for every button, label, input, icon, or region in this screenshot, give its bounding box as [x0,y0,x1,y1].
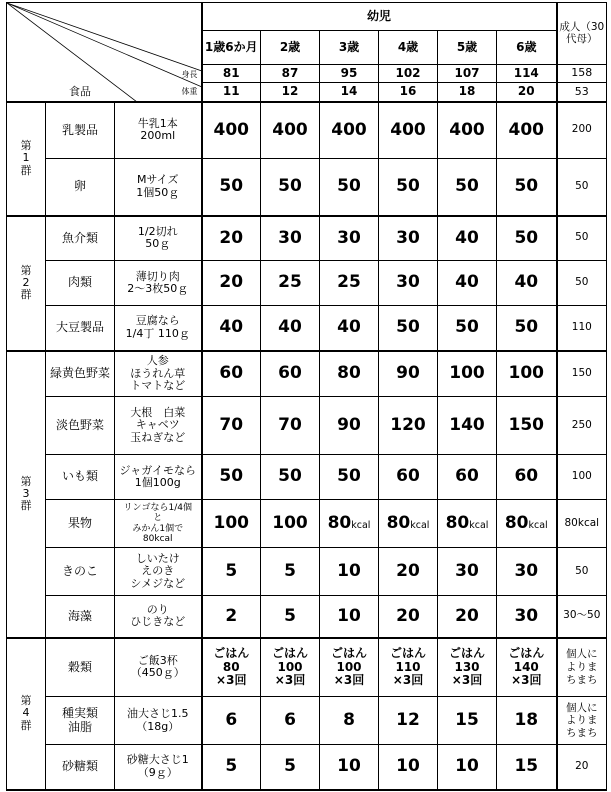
food-row [7,351,607,397]
age-cell: 1歳6か月 [202,31,261,65]
header-corner [7,3,202,102]
food-description: 薄切り肉 2〜3枚50ｇ [115,261,202,306]
amount-cell: 70 [261,397,320,455]
food-row [7,159,607,216]
kcal-unit: kcal [469,519,489,531]
amount-cell: 15 [497,745,557,790]
food-description: リンゴなら1/4個 と みかん1個で 80kcal [115,500,202,548]
amount-cell: 18 [497,697,557,745]
amount-cell: 60 [202,351,261,397]
food-description: 大根 白菜 キャベツ 玉ねぎなど [115,397,202,455]
amount-cell: 50 [202,455,261,500]
food-description: ジャガイモなら 1個100g [115,455,202,500]
amount-cell: 140 [438,397,497,455]
amount-cell: 50 [320,159,379,216]
food-name: いも類 [46,455,115,500]
amount-cell: 10 [320,548,379,596]
food-row [7,455,607,500]
amount-cell: 50 [379,159,438,216]
amount-cell: 20 [438,596,497,638]
adult-amount: 100 [557,455,607,500]
amount-cell: 400 [202,102,261,159]
kcal-unit: kcal [351,519,371,531]
food-label: 食品 [69,85,91,98]
amount-cell: 80kcal [438,500,497,548]
amount-cell: ごはん 130 ×3回 [438,638,497,697]
food-name: 海藻 [46,596,115,638]
food-description: 牛乳1本 200ml [115,102,202,159]
amount-cell: 40 [438,216,497,261]
adult-amount: 50 [557,548,607,596]
amount-cell: 40 [320,306,379,351]
height-cell: 107 [438,65,497,83]
amount-cell: 100 [438,351,497,397]
amount-cell: 60 [497,455,557,500]
food-name: 肉類 [46,261,115,306]
food-row [7,102,607,159]
height-label: 身長 [181,70,198,79]
adult-amount: 250 [557,397,607,455]
food-row [7,216,607,261]
height-cell: 158 [557,65,607,83]
amount-cell: 25 [261,261,320,306]
food-name: 卵 [46,159,115,216]
adult-amount: 150 [557,351,607,397]
height-cell: 114 [497,65,557,83]
amount-cell: 8 [320,697,379,745]
adult-amount: 50 [557,159,607,216]
food-description: ご飯3杯 （450ｇ） [115,638,202,697]
adult-amount: 50 [557,261,607,306]
amount-cell: 400 [379,102,438,159]
amount-cell: 50 [438,306,497,351]
amount-cell: 80 [320,351,379,397]
food-description: 油大さじ1.5 （18g） [115,697,202,745]
height-cell: 95 [320,65,379,83]
group-label: 第 1 群 [7,102,46,216]
food-description: しいたけ えのき シメジなど [115,548,202,596]
food-name: 果物 [46,500,115,548]
adult-header: 成人（30代母） [557,3,607,65]
group-label: 第 4 群 [7,638,46,790]
food-name: 緑黄色野菜 [46,351,115,397]
food-name: 乳製品 [46,102,115,159]
amount-cell: 100 [202,500,261,548]
amount-cell: 80kcal [320,500,379,548]
amount-cell: 60 [379,455,438,500]
adult-amount: 20 [557,745,607,790]
amount-cell: 30 [379,261,438,306]
amount-cell: 20 [379,548,438,596]
adult-amount: 200 [557,102,607,159]
amount-cell: 20 [202,216,261,261]
amount-cell: 12 [379,697,438,745]
amount-cell: 120 [379,397,438,455]
food-row [7,397,607,455]
amount-cell: 30 [497,548,557,596]
food-row [7,638,607,697]
amount-cell: ごはん 100 ×3回 [261,638,320,697]
food-name: 穀類 [46,638,115,697]
amount-cell: 50 [497,159,557,216]
food-description: Mサイズ 1個50ｇ [115,159,202,216]
amount-cell: 50 [438,159,497,216]
amount-cell: 80kcal [497,500,557,548]
amount-cell: 6 [261,697,320,745]
amount-cell: 400 [261,102,320,159]
adult-amount: 80kcal [557,500,607,548]
weight-cell: 16 [379,83,438,102]
amount-cell: 30 [438,548,497,596]
food-description: のり ひじきなど [115,596,202,638]
amount-cell: 40 [202,306,261,351]
amount-cell: 30 [320,216,379,261]
amount-cell: 50 [261,159,320,216]
amount-cell: 50 [261,455,320,500]
food-name: 淡色野菜 [46,397,115,455]
amount-cell: 25 [320,261,379,306]
amount-cell: 10 [379,745,438,790]
amount-cell: 6 [202,697,261,745]
amount-cell: 80kcal [379,500,438,548]
age-cell: 2歳 [261,31,320,65]
amount-cell: 150 [497,397,557,455]
kcal-unit: kcal [410,519,430,531]
amount-cell: 400 [320,102,379,159]
height-cell: 102 [379,65,438,83]
amount-cell: 100 [261,500,320,548]
height-cell: 81 [202,65,261,83]
food-name: 魚介類 [46,216,115,261]
amount-cell: 70 [202,397,261,455]
amount-cell: 5 [261,745,320,790]
food-row [7,697,607,745]
amount-cell: 50 [379,306,438,351]
amount-cell: 2 [202,596,261,638]
amount-cell: 60 [438,455,497,500]
amount-cell: 40 [497,261,557,306]
age-cell: 5歳 [438,31,497,65]
food-description: 1/2切れ 50ｇ [115,216,202,261]
amount-cell: 5 [202,548,261,596]
amount-cell: 15 [438,697,497,745]
adult-amount: 30〜50 [557,596,607,638]
food-row [7,500,607,548]
food-row [7,745,607,790]
weight-label: 体重 [181,87,198,96]
food-name: 砂糖類 [46,745,115,790]
amount-cell: 20 [379,596,438,638]
food-name: 種実類 油脂 [46,697,115,745]
amount-cell: 50 [202,159,261,216]
group-label: 第 3 群 [7,351,46,638]
adult-amount: 50 [557,216,607,261]
age-cell: 3歳 [320,31,379,65]
amount-cell: 30 [261,216,320,261]
amount-cell: 10 [320,745,379,790]
amount-cell: 50 [497,216,557,261]
amount-cell: 400 [497,102,557,159]
amount-cell: 40 [261,306,320,351]
weight-cell: 18 [438,83,497,102]
adult-amount: 個人に よりま ちまち [557,638,607,697]
weight-cell: 20 [497,83,557,102]
amount-cell: 10 [438,745,497,790]
amount-cell: 50 [497,306,557,351]
amount-cell: 50 [320,455,379,500]
group-label: 第 2 群 [7,216,46,351]
amount-cell: 20 [202,261,261,306]
amount-cell: 40 [438,261,497,306]
amount-cell: 90 [379,351,438,397]
adult-amount: 110 [557,306,607,351]
amount-cell: 5 [261,548,320,596]
food-name: きのこ [46,548,115,596]
corner-diagonals [7,3,202,102]
food-name: 大豆製品 [46,306,115,351]
amount-cell: ごはん 100 ×3回 [320,638,379,697]
amount-cell: 5 [202,745,261,790]
weight-cell: 14 [320,83,379,102]
food-intake-table [6,2,607,791]
food-row [7,261,607,306]
food-description: 人参 ほうれん草 トマトなど [115,351,202,397]
food-row [7,596,607,638]
amount-cell: 5 [261,596,320,638]
weight-cell: 11 [202,83,261,102]
amount-cell: 10 [320,596,379,638]
kcal-unit: kcal [528,519,548,531]
age-cell: 6歳 [497,31,557,65]
food-rows [7,102,607,790]
weight-cell: 53 [557,83,607,102]
amount-cell: 100 [497,351,557,397]
food-row [7,548,607,596]
toddler-header: 幼児 [202,3,557,31]
amount-cell: ごはん 80 ×3回 [202,638,261,697]
amount-cell: 30 [379,216,438,261]
food-description: 豆腐なら 1/4丁 110ｇ [115,306,202,351]
food-description: 砂糖大さじ1 （9ｇ） [115,745,202,790]
age-cell: 4歳 [379,31,438,65]
weight-cell: 12 [261,83,320,102]
amount-cell: ごはん 110 ×3回 [379,638,438,697]
amount-cell: 400 [438,102,497,159]
amount-cell: ごはん 140 ×3回 [497,638,557,697]
height-cell: 87 [261,65,320,83]
adult-amount: 個人に よりま ちまち [557,697,607,745]
food-row [7,306,607,351]
amount-cell: 60 [261,351,320,397]
amount-cell: 90 [320,397,379,455]
amount-cell: 30 [497,596,557,638]
